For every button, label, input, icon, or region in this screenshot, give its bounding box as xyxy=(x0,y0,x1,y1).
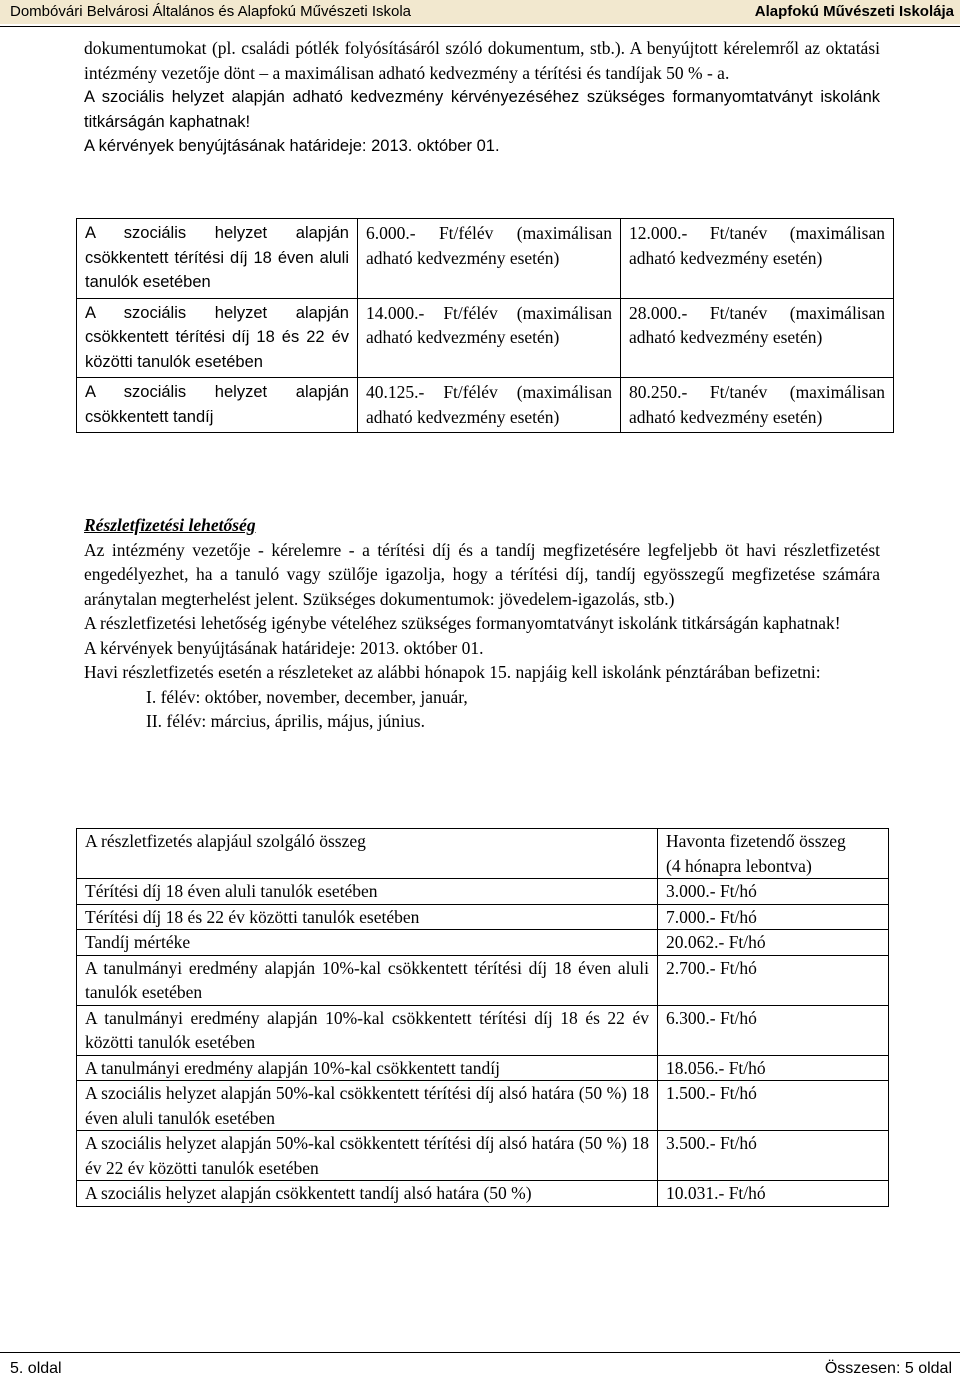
discount-semester: 6.000.- Ft/félév (maximálisan adható kedvezmény esetén) xyxy=(358,219,621,299)
discount-year: 12.000.- Ft/tanév (maximálisan adható kedvezmény esetén) xyxy=(621,219,894,299)
column-header-monthly-note: (4 hónapra lebontva) xyxy=(666,855,812,876)
installment-label: Térítési díj 18 és 22 év közötti tanulók esetében xyxy=(77,904,658,930)
installment-label: A tanulmányi eredmény alapján 10%-kal csökkentett tandíj xyxy=(77,1055,658,1081)
table-row xyxy=(77,378,894,433)
installment-amount: 2.700.- Ft/hó xyxy=(658,955,889,1005)
header-school-name: Dombóvári Belvárosi Általános és Alapfokú Művészeti Iskola xyxy=(10,3,412,20)
page-header xyxy=(0,0,960,24)
discount-semester: 40.125.- Ft/félév (maximálisan adható kedvezmény esetén) xyxy=(358,378,621,433)
installment-label: A tanulmányi eredmény alapján 10%-kal csökkentett térítési díj 18 éven aluli tanulók esetében xyxy=(77,955,658,1005)
installment-label: Tandíj mértéke xyxy=(77,930,658,956)
table-row xyxy=(77,1081,889,1131)
table-row xyxy=(77,1055,889,1081)
installment-amount: 20.062.- Ft/hó xyxy=(658,930,889,956)
installment-table xyxy=(76,828,889,1207)
intro-text xyxy=(84,36,880,159)
footer-divider xyxy=(0,1352,960,1353)
table-row xyxy=(77,904,889,930)
page-footer xyxy=(0,1358,960,1380)
table-row xyxy=(77,955,889,1005)
table-row xyxy=(77,930,889,956)
installment-amount: 10.031.- Ft/hó xyxy=(658,1181,889,1207)
header-section-name: Alapfokú Művészeti Iskolája xyxy=(754,3,954,20)
table-header-row xyxy=(77,829,889,879)
section-title: Részletfizetési lehetőség xyxy=(84,515,256,535)
installment-label: A szociális helyzet alapján 50%-kal csökkentett térítési díj alsó határa (50 %) 18 év 22 év közötti tanulók esetében xyxy=(77,1131,658,1181)
intro-deadline: A kérvények benyújtásának határideje: 2013. október 01. xyxy=(84,137,500,155)
table-row xyxy=(77,219,894,299)
column-header-monthly-label: Havonta fizetendő összeg xyxy=(666,831,846,851)
table-row xyxy=(77,298,894,378)
discount-semester: 14.000.- Ft/félév (maximálisan adható kedvezmény esetén) xyxy=(358,298,621,378)
table-row xyxy=(77,1181,889,1207)
installment-label: A szociális helyzet alapján csökkentett tandíj alsó határa (50 %) xyxy=(77,1181,658,1207)
installment-paragraph-1: Az intézmény vezetője - kérelemre - a térítési díj és a tandíj megfizetésére legfeljebb öt havi részletfizetést engedélyezhet, ha a tanuló vagy szülője igazolja, hogy a térítési díj, tandíj egyösszegű megfizetése számára aránytalan megterhelést jelent. Szükséges dokumentumok: jövedelem-igazolás, stb.) xyxy=(84,539,880,609)
installment-amount: 7.000.- Ft/hó xyxy=(658,904,889,930)
installment-paragraph-3: Havi részletfizetés esetén a részleteket az alábbi hónapok 15. napjáig kell iskolánk pénztárában befizetni: xyxy=(84,662,821,682)
installment-label: A szociális helyzet alapján 50%-kal csökkentett térítési díj alsó határa (50 %) 18 éven aluli tanulók esetében xyxy=(77,1081,658,1131)
installment-label: Térítési díj 18 éven aluli tanulók esetében xyxy=(77,879,658,905)
header-divider xyxy=(0,26,960,27)
page-total: Összesen: 5 oldal xyxy=(824,1360,952,1377)
installment-amount: 6.300.- Ft/hó xyxy=(658,1005,889,1055)
installment-amount: 18.056.- Ft/hó xyxy=(658,1055,889,1081)
installment-semester-2: II. félév: március, április, május, június. xyxy=(146,711,425,731)
discount-year: 28.000.- Ft/tanév (maximálisan adható kedvezmény esetén) xyxy=(621,298,894,378)
page-number: 5. oldal xyxy=(10,1360,62,1377)
installment-paragraph-2: A részletfizetési lehetőség igénybe vételéhez szükséges formanyomtatványt iskolánk titkárságán kaphatnak! xyxy=(84,613,841,633)
table-row xyxy=(77,1131,889,1181)
installment-section xyxy=(84,513,880,734)
column-header-monthly xyxy=(658,829,889,879)
discount-label: A szociális helyzet alapján csökkentett térítési díj 18 és 22 év közötti tanulók esetében xyxy=(77,298,358,378)
discount-label: A szociális helyzet alapján csökkentett térítési díj 18 éven aluli tanulók esetében xyxy=(77,219,358,299)
installment-semester-1: I. félév: október, november, december, január, xyxy=(146,686,468,707)
column-header-basis: A részletfizetés alapjául szolgáló összeg xyxy=(77,829,658,879)
discount-label: A szociális helyzet alapján csökkentett tandíj xyxy=(77,378,358,433)
intro-paragraph-1: dokumentumokat (pl. családi pótlék folyósításáról szóló dokumentum, stb.). A benyújtott kérelemről az oktatási intézmény vezetője dönt – a maximálisan adható kedvezmény a térítési és tandíjak 50 % - a. xyxy=(84,38,880,83)
discount-table xyxy=(76,218,894,433)
installment-amount: 3.500.- Ft/hó xyxy=(658,1131,889,1181)
table-row xyxy=(77,1005,889,1055)
installment-deadline: A kérvények benyújtásának határideje: 2013. október 01. xyxy=(84,637,484,658)
discount-year: 80.250.- Ft/tanév (maximálisan adható kedvezmény esetén) xyxy=(621,378,894,433)
table-row xyxy=(77,879,889,905)
installment-amount: 3.000.- Ft/hó xyxy=(658,879,889,905)
installment-amount: 1.500.- Ft/hó xyxy=(658,1081,889,1131)
installment-label: A tanulmányi eredmény alapján 10%-kal csökkentett térítési díj 18 és 22 év közötti tanulók esetében xyxy=(77,1005,658,1055)
intro-paragraph-2: A szociális helyzet alapján adható kedvezmény kérvényezéséhez szükséges formanyomtatványt iskolánk titkárságán kaphatnak! xyxy=(84,88,880,131)
